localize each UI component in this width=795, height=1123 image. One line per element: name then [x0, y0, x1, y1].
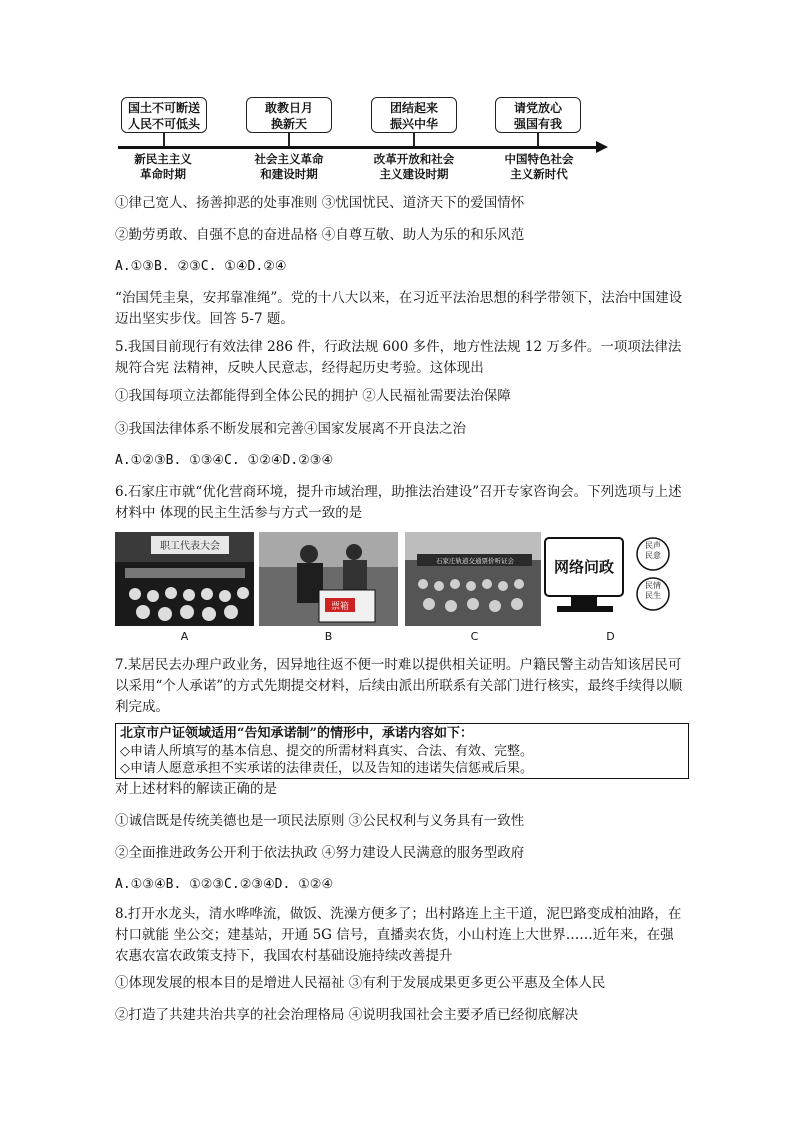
q5-choice-line-2: ③我国法律体系不断发展和完善④国家发展离不开良法之治: [115, 421, 466, 437]
photo-label-d: D: [606, 630, 615, 643]
q7-box-line-2: ◇申请人愿意承担不实承诺的法律责任，以及告知的违诺失信惩戒后果。: [120, 761, 533, 776]
photo-c-hearing: [405, 532, 544, 626]
q6-stem: 6.石家庄市就“优化营商环境，提升市域治理，助推法治建设”召开专家咨询会。下列选项与上述材料中 体现的民主生活参与方式一致的是: [115, 484, 682, 521]
q8-choice-line-1: ①体现发展的根本目的是增进人民福祉 ③有利于发展成果更多更公平惠及全体人民: [115, 975, 606, 991]
timeline-stem: [163, 133, 165, 147]
timeline-period-2: 社会主义革命 和建设时期: [254, 152, 324, 181]
q7-question: 对上述材料的解读正确的是: [115, 781, 277, 797]
q7-choice-line-1: ①诚信既是传统美德也是一项民法原则 ③公民权利与义务具有一致性: [115, 813, 525, 829]
q7-box-title: 北京市户证领域适用“告知承诺制”的情形中，承诺内容如下：: [120, 726, 473, 741]
q4-options: A.①③B. ②③C. ①④D.②④: [115, 259, 287, 274]
timeline-stem: [288, 133, 290, 147]
photo-d-online-governance: [541, 532, 680, 626]
timeline-arrow-icon: [596, 141, 608, 153]
q7-stem: 7.某居民去办理户政业务，因异地往返不便一时难以提供相关证明。户籍民警主动告知该居民可以采用“个人承诺”的方式先期提交材料，后续由派出所联系有关部门进行核实，最终手续得以顺利完成。: [115, 657, 683, 715]
photo-d-bubble2-text: 民情民生: [645, 581, 661, 600]
photo-b-box-text: 票箱: [330, 602, 350, 612]
q5-options: A.①②③B. ①③④C. ①②④D.②③④: [115, 453, 334, 468]
q7-material-box: [115, 723, 689, 779]
photo-d-screen-text: 网络问政: [553, 558, 615, 576]
photo-label-b: B: [324, 630, 333, 643]
timeline-box-3: 团结起来 振兴中华: [371, 97, 457, 133]
timeline-box-1: 国土不可断送 人民不可低头: [121, 97, 207, 133]
q8-choice-line-2: ②打造了共建共治共享的社会治理格局 ④说明我国社会主要矛盾已经彻底解决: [115, 1007, 579, 1023]
timeline-figure: [118, 94, 608, 184]
timeline-period-3: 改革开放和社会 主义建设时期: [373, 152, 455, 181]
q4-choice-line-1: ①律己宽人、扬善抑恶的处事准则 ③忧国忧民、道济天下的爱国情怀: [115, 195, 525, 211]
photo-a-banner-text: 职工代表大会: [160, 541, 220, 552]
timeline-axis: [118, 146, 598, 149]
q6-photo-options: [115, 532, 680, 647]
photo-b-voting: [259, 532, 398, 626]
timeline-period-1: 新民主主义 革命时期: [134, 152, 192, 181]
q5-stem: 5.我国目前现行有效法律 286 件，行政法规 600 多件，地方性法规 12 万多件。一项项法律法规符合宪 法精神，反映人民意志，经得起历史考验。这体现出: [115, 339, 682, 376]
timeline-stem: [413, 133, 415, 147]
q7-box-line-1: ◇申请人所填写的基本信息、提交的所需材料真实、合法、有效、完整。: [120, 743, 533, 759]
q7-choice-line-2: ②全面推进政务公开利于依法执政 ④努力建设人民满意的服务型政府: [115, 845, 525, 861]
timeline-box-4: 请党放心 强国有我: [495, 97, 581, 133]
q5-choice-line-1: ①我国每项立法都能得到全体公民的拥护 ②人民福祉需要法治保障: [115, 388, 511, 404]
photo-c-banner-text: 石家庄轨道交通票价听证会: [436, 557, 514, 565]
q8-stem: 8.打开水龙头，清水哗哗流，做饭、洗澡方便多了；出村路连上主干道，泥巴路变成柏油路，在村口就能 坐公交；建基站，开通 5G 信号，直播卖农货，小山村连上大世界……近年来，在强农惠农富农政策支持下，我国农村基础设施持续改善提升: [115, 906, 682, 964]
timeline-stem: [537, 133, 539, 147]
q7-options: A.①③④B. ①②③C.②③④D. ①②④: [115, 877, 334, 892]
section-intro: “治国凭圭臬，安邦靠准绳”。党的十八大以来，在习近平法治思想的科学带领下，法治中国建设迈出坚实步伐。回答 5-7 题。: [115, 290, 683, 327]
photo-a-workers-congress: [115, 532, 254, 626]
photo-label-a: A: [180, 630, 189, 643]
timeline-box-2: 敢教日月 换新天: [246, 97, 332, 133]
photo-d-bubble1-text: 民声民意: [645, 541, 661, 560]
photo-label-c: C: [470, 630, 479, 643]
q4-choice-line-2: ②勤劳勇敢、自强不息的奋进品格 ④自尊互敬、助人为乐的和乐风范: [115, 227, 525, 243]
timeline-period-4: 中国特色社会 主义新时代: [504, 152, 574, 181]
